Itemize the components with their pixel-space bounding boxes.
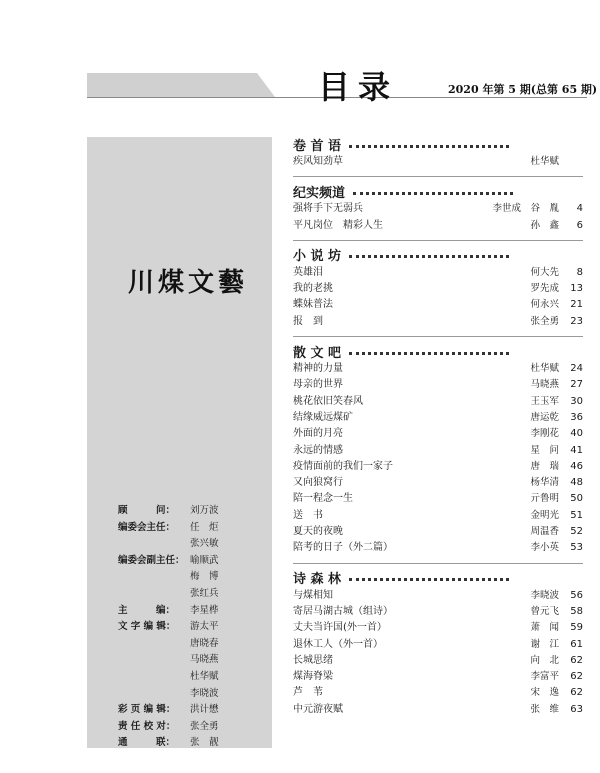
section-divider xyxy=(293,176,583,177)
dot-leader xyxy=(349,352,509,355)
toc-entry[interactable] xyxy=(293,604,583,620)
staff-role xyxy=(118,669,190,686)
entry-author: 何大先 xyxy=(530,266,559,278)
entry-page: 40 xyxy=(570,428,583,440)
staff-name: 唐晓春 xyxy=(190,637,219,649)
staff-role xyxy=(118,636,190,653)
staff-name: 任 炬 xyxy=(190,521,219,533)
staff-row xyxy=(118,686,268,703)
entry-author: 萧 闻 xyxy=(530,622,559,634)
entry-page: 62 xyxy=(570,687,583,699)
entry-page: 6 xyxy=(576,219,583,231)
entry-page: 21 xyxy=(570,299,583,311)
toc-entry[interactable] xyxy=(293,459,583,475)
staff-row xyxy=(118,636,268,653)
entry-title: 蝶妹普法 xyxy=(293,299,333,311)
entry-title: 精神的力量 xyxy=(293,363,343,375)
staff-row xyxy=(118,520,268,537)
section-title: 散 文 吧 xyxy=(293,345,342,361)
toc-entry[interactable] xyxy=(293,491,583,507)
toc-entry[interactable] xyxy=(293,685,583,701)
entry-title: 丈夫当许国(外一首） xyxy=(293,622,387,634)
staff-row xyxy=(118,553,268,570)
staff-name: 洪计懋 xyxy=(190,704,219,716)
entry-author: 李刚花 xyxy=(530,428,559,440)
staff-name: 马晓燕 xyxy=(190,654,219,666)
entry-page: 13 xyxy=(570,283,583,295)
entry-title: 母亲的世界 xyxy=(293,379,343,391)
staff-role: 主 编： xyxy=(118,604,176,616)
entry-page: 8 xyxy=(576,266,583,278)
entry-author: 张全勇 xyxy=(530,315,559,327)
toc-entry[interactable] xyxy=(293,508,583,524)
toc-entry[interactable] xyxy=(293,588,583,604)
table-of-contents xyxy=(293,134,583,718)
entry-title: 永远的情感 xyxy=(293,444,343,456)
header-band xyxy=(87,73,275,97)
entry-title: 中元游夜赋 xyxy=(293,703,343,715)
entry-author: 杜华赋 xyxy=(530,156,559,167)
entry-author: 李世成 谷 胤 xyxy=(492,203,559,215)
dot-leader xyxy=(349,578,509,581)
staff-name: 游太平 xyxy=(190,621,219,633)
entry-page: 30 xyxy=(570,395,583,407)
section-heading xyxy=(293,568,583,588)
entry-page: 58 xyxy=(570,605,583,617)
staff-role: 编委会副主任： xyxy=(118,554,185,566)
staff-name: 梅 博 xyxy=(190,571,219,583)
section-heading xyxy=(293,134,583,154)
staff-role xyxy=(118,652,190,669)
entry-page: 53 xyxy=(570,542,583,554)
entry-page: 48 xyxy=(570,477,583,489)
entry-title: 夏天的夜晚 xyxy=(293,526,343,538)
toc-entry[interactable] xyxy=(293,297,583,313)
toc-entry[interactable] xyxy=(293,540,583,556)
entry-title: 长城思绪 xyxy=(293,654,333,666)
entry-author: 杨华清 xyxy=(530,477,559,489)
entry-title: 煤海脊梁 xyxy=(293,671,333,683)
staff-name: 张红兵 xyxy=(190,587,219,599)
page-title: 目录 xyxy=(318,68,399,106)
staff-name: 刘万波 xyxy=(190,505,219,516)
toc-entry[interactable] xyxy=(293,702,583,718)
staff-role: 彩 页 编 辑： xyxy=(118,704,176,716)
staff-name: 张 靓 xyxy=(190,737,219,749)
toc-section xyxy=(293,568,583,718)
entry-author: 张 维 xyxy=(530,703,559,715)
entry-title: 报 到 xyxy=(293,315,323,327)
entry-author: 杜华赋 xyxy=(530,363,559,375)
staff-role xyxy=(118,586,190,603)
entry-page: 50 xyxy=(570,493,583,505)
toc-entry[interactable] xyxy=(293,653,583,669)
toc-entry[interactable] xyxy=(293,154,583,170)
toc-entry[interactable] xyxy=(293,410,583,426)
entry-page: 4 xyxy=(576,203,583,215)
entry-author: 亓鲁明 xyxy=(530,493,559,505)
entry-title: 寄居马湖古城（组诗） xyxy=(293,605,393,617)
toc-entry[interactable] xyxy=(293,524,583,540)
entry-title: 英雄泪 xyxy=(293,266,323,278)
section-heading xyxy=(293,181,583,201)
entry-author: 马晓燕 xyxy=(530,379,559,391)
section-heading xyxy=(293,245,583,265)
staff-name: 张全勇 xyxy=(190,720,219,732)
staff-row xyxy=(118,503,268,520)
toc-entry[interactable] xyxy=(293,377,583,393)
toc-entry[interactable] xyxy=(293,361,583,377)
staff-role xyxy=(118,536,190,553)
entry-title: 送 书 xyxy=(293,509,323,521)
entry-author: 向 北 xyxy=(530,654,559,666)
entry-author: 王玉军 xyxy=(530,395,559,407)
staff-row xyxy=(118,619,268,636)
entry-title: 退休工人（外一首） xyxy=(293,638,383,650)
dot-leader xyxy=(349,255,509,258)
entry-title: 平凡岗位 精彩人生 xyxy=(293,219,383,231)
toc-entry[interactable] xyxy=(293,426,583,442)
entry-title: 结缘威远煤矿 xyxy=(293,411,353,423)
toc-entry[interactable] xyxy=(293,475,583,491)
section-divider xyxy=(293,336,583,337)
staff-role: 责 任 校 对： xyxy=(118,720,176,732)
entry-page: 63 xyxy=(570,703,583,715)
staff-row xyxy=(118,735,268,752)
toc-entry[interactable] xyxy=(293,669,583,685)
entry-page: 27 xyxy=(570,379,583,391)
entry-page: 51 xyxy=(570,509,583,521)
entry-title: 强将手下无弱兵 xyxy=(293,203,363,215)
section-divider xyxy=(293,563,583,564)
entry-author: 宋 逸 xyxy=(530,687,559,699)
section-title: 小 说 坊 xyxy=(293,249,342,265)
toc-section xyxy=(293,341,583,557)
section-divider xyxy=(293,240,583,241)
dot-leader xyxy=(353,192,513,195)
entry-page: 52 xyxy=(570,526,583,538)
entry-author: 罗先成 xyxy=(530,283,559,295)
staff-role: 文 字 编 辑： xyxy=(118,621,176,633)
magazine-logo: 川煤文藝 xyxy=(128,268,249,298)
staff-row xyxy=(118,536,268,553)
entry-author: 谢 江 xyxy=(530,638,559,650)
entry-author: 唐运乾 xyxy=(530,411,559,423)
section-title: 纪实频道 xyxy=(293,185,346,201)
staff-name: 李晓波 xyxy=(190,687,219,699)
staff-role xyxy=(118,686,190,703)
staff-name: 李星桦 xyxy=(190,604,219,616)
entry-page: 62 xyxy=(570,654,583,666)
entry-title: 又向狼窝行 xyxy=(293,477,343,489)
staff-row xyxy=(118,719,268,736)
entry-page: 24 xyxy=(570,363,583,375)
staff-role: 顾 问： xyxy=(118,505,176,516)
entry-title: 我的老挑 xyxy=(293,283,333,295)
entry-author: 星 问 xyxy=(530,444,559,456)
toc-entry[interactable] xyxy=(293,637,583,653)
entry-title: 芦 苇 xyxy=(293,687,323,699)
entry-title: 陪一程念一生 xyxy=(293,493,353,505)
toc-entry[interactable] xyxy=(293,394,583,410)
entry-title: 疾风知劲草 xyxy=(293,156,343,167)
entry-author: 曾元飞 xyxy=(530,605,559,617)
entry-title: 与煤相知 xyxy=(293,589,333,601)
entry-page: 23 xyxy=(570,315,583,327)
entry-page: 41 xyxy=(570,444,583,456)
staff-row xyxy=(118,652,268,669)
entry-author: 李晓波 xyxy=(530,589,559,601)
entry-page: 46 xyxy=(570,460,583,472)
staff-row xyxy=(118,702,268,719)
staff-row xyxy=(118,669,268,686)
issue-label: 2020 年第 5 期(总第 65 期) xyxy=(448,83,598,96)
section-title: 卷 首 语 xyxy=(293,138,342,154)
entry-page: 56 xyxy=(570,589,583,601)
staff-row xyxy=(118,586,268,603)
entry-author: 孙 鑫 xyxy=(530,219,559,231)
entry-author: 唐 瑞 xyxy=(530,460,559,472)
toc-section xyxy=(293,245,583,330)
section-heading xyxy=(293,341,583,361)
toc-entry[interactable] xyxy=(293,443,583,459)
toc-entry[interactable] xyxy=(293,265,583,281)
staff-name: 张兴敏 xyxy=(190,538,219,550)
entry-page: 62 xyxy=(570,671,583,683)
staff-role: 通 联： xyxy=(118,737,176,749)
toc-entry[interactable] xyxy=(293,201,583,217)
entry-author: 李小英 xyxy=(530,542,559,554)
entry-page: 59 xyxy=(570,622,583,634)
toc-section xyxy=(293,134,583,170)
toc-entry[interactable] xyxy=(293,620,583,636)
staff-name: 杜华赋 xyxy=(190,670,219,682)
entry-page: 36 xyxy=(570,411,583,423)
staff-name: 喻顺武 xyxy=(190,554,219,566)
toc-entry[interactable] xyxy=(293,218,583,234)
entry-title: 桃花依旧笑春风 xyxy=(293,395,363,407)
staff-list xyxy=(118,503,268,752)
entry-author: 周温香 xyxy=(530,526,559,538)
entry-author: 李富平 xyxy=(530,671,559,683)
entry-author: 金明光 xyxy=(530,509,559,521)
staff-row xyxy=(118,569,268,586)
staff-role: 编委会主任： xyxy=(118,521,176,533)
entry-author: 何永兴 xyxy=(530,299,559,311)
staff-row xyxy=(118,603,268,620)
dot-leader xyxy=(349,145,509,148)
entry-title: 疫情面前的我们一家子 xyxy=(293,460,393,472)
toc-section xyxy=(293,181,583,234)
entry-title: 外面的月亮 xyxy=(293,428,343,440)
section-title: 诗 森 林 xyxy=(293,572,342,588)
toc-entry[interactable] xyxy=(293,314,583,330)
entry-title: 陪考的日子（外二篇） xyxy=(293,542,393,554)
entry-page: 61 xyxy=(570,638,583,650)
staff-role xyxy=(118,569,190,586)
toc-entry[interactable] xyxy=(293,281,583,297)
